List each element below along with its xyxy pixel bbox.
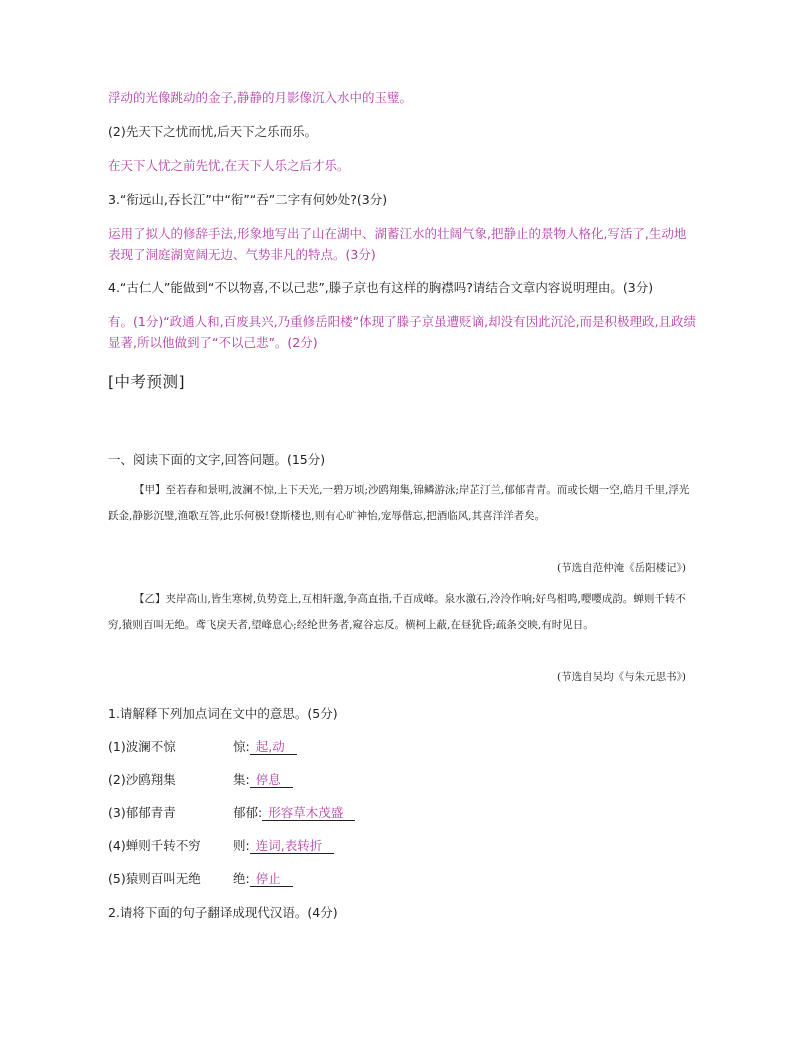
exercise-intro: 一、阅读下面的文字,回答问题。(15分) (108, 452, 326, 467)
passage-yi: 【乙】夹岸高山,皆生寒树,负势竞上,互相轩邈,争高直指,千百成峰。泉水激石,泠泠作响;好鸟相鸣,嘤嘤成韵。蝉则千转不穷,猿则百叫无绝。鸢飞戾天者,望峰息心;经纶世务者,窥谷忘反。横柯上蔽,在昼犹昏;疏条交映,有时见日。 (108, 593, 686, 631)
vocab-word: 郁郁: (233, 805, 263, 820)
vocab-answer: 起,动 (250, 739, 297, 755)
vocab-word: 集: (233, 772, 250, 787)
source-yi: (节选自吴均《与朱元思书》) (557, 671, 686, 683)
vocab-word: 惊: (233, 739, 250, 754)
vocab-term: (4)蝉则千转不穷 (108, 838, 201, 853)
source-jia: (节选自范仲淹《岳阳楼记》) (557, 562, 686, 574)
section-title: [中考预测] (108, 373, 186, 391)
answer-4: 有。(1分)“政通人和,百废具兴,乃重修岳阳楼”体现了滕子京虽遭贬谪,却没有因此沉沦,而是积极理政,且政绩显著,所以他做到了“不以己悲”。(2分) (108, 314, 697, 350)
answer-translation-1: 浮动的光像跳动的金子,静静的月影像沉入水中的玉璧。 (108, 90, 412, 105)
question-1: 1.请解释下列加点词在文中的意思。(5分) (108, 706, 338, 721)
vocab-word: 绝: (233, 871, 250, 886)
vocab-answer: 连词,表转折 (250, 838, 334, 854)
answer-2: 在天下人忧之前先忧,在天下人乐之后才乐。 (108, 158, 350, 173)
question-3: 3.“衔远山,吞长江”中“衔”“吞”二字有何妙处?(3分) (108, 192, 388, 207)
vocab-term: (1)波澜不惊 (108, 739, 176, 754)
vocab-gloss (233, 805, 355, 821)
vocab-answer: 形容草木茂盛 (262, 805, 355, 821)
question-2-translate: 2.请将下面的句子翻译成现代汉语。(4分) (108, 905, 338, 920)
vocab-gloss (233, 871, 293, 887)
vocab-term: (2)沙鸥翔集 (108, 772, 176, 787)
answer-3: 运用了拟人的修辞手法,形象地写出了山在湖中、湖蓄江水的壮阔气象,把静止的景物人格化,写活了,生动地表现了洞庭湖宽阔无边、气势非凡的特点。(3分) (108, 226, 687, 262)
vocab-gloss (233, 739, 297, 755)
vocab-gloss (233, 772, 293, 788)
question-2-sentence: (2)先天下之忧而忧,后天下之乐而乐。 (108, 124, 318, 139)
question-4: 4.“古仁人”能做到“不以物喜,不以己悲”,滕子京也有这样的胸襟吗?请结合文章内容说明理由。(3分) (108, 280, 654, 295)
vocab-term: (5)猿则百叫无绝 (108, 871, 201, 886)
vocab-answer: 停息 (250, 772, 293, 788)
vocab-gloss (233, 838, 334, 854)
passage-jia: 【甲】至若春和景明,波澜不惊,上下天光,一碧万顷;沙鸥翔集,锦鳞游泳;岸芷汀兰,郁郁青青。而或长烟一空,皓月千里,浮光跃金,静影沉璧,渔歌互答,此乐何极!登斯楼也,则有心旷神怡,宠辱偕忘,把酒临风,其喜洋洋者矣。 (108, 484, 690, 522)
vocab-word: 则: (233, 838, 250, 853)
vocab-term: (3)郁郁青青 (108, 805, 176, 820)
vocab-answer: 停止 (250, 871, 293, 887)
